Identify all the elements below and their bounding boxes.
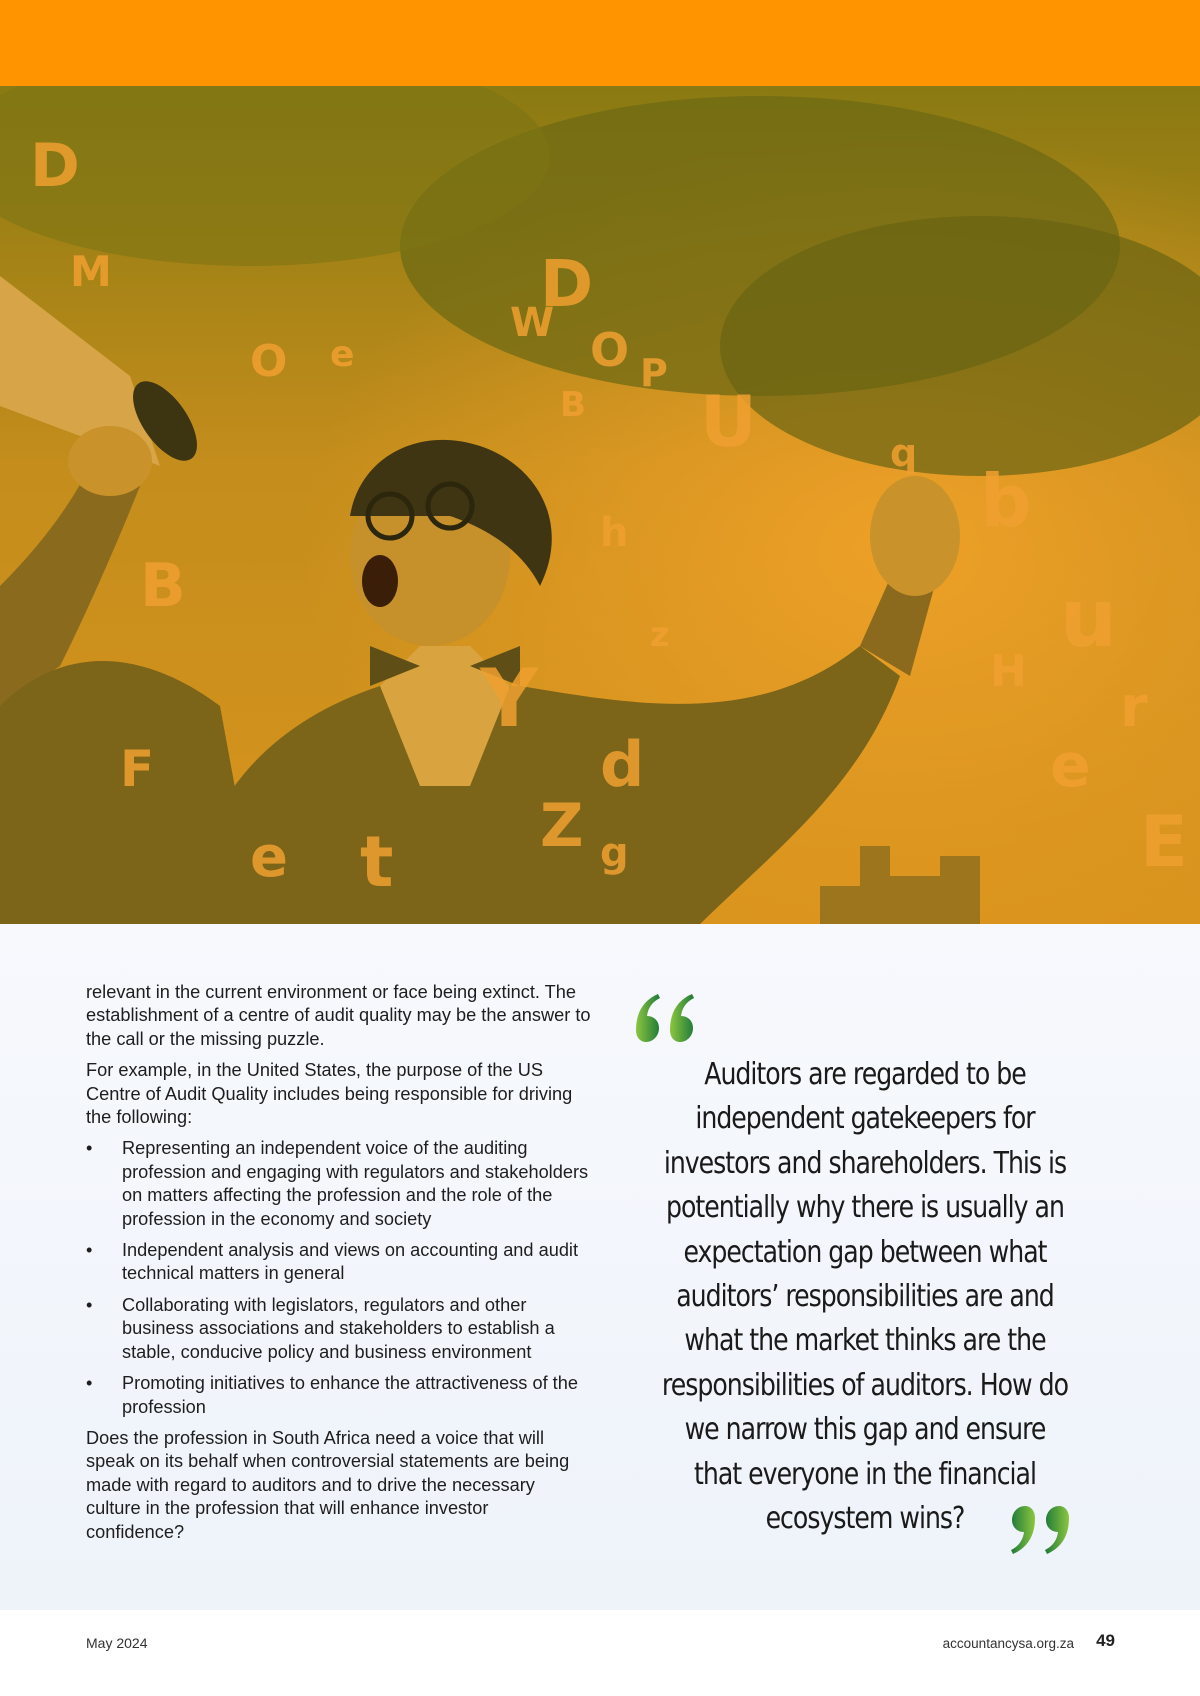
list-item-text: Representing an independent voice of the auditing profession and engaging with regulators and stakeholders on matters affecting the profession and the role of the profession in the economy and society (122, 1138, 589, 1229)
bullet-icon: • (86, 1294, 93, 1315)
svg-text:d: d (600, 728, 645, 801)
hero-illustration (0, 86, 1200, 924)
svg-text:D: D (30, 131, 80, 201)
svg-text:W: W (510, 300, 555, 346)
svg-text:u: u (1060, 572, 1117, 665)
pull-quote: Auditors are regarded to be independent gatekeepers for investors and shareholders. This is potentially why there is usually an expectation gap between what auditors’ responsibilities are and what the market thinks are the responsibilities of auditors. How do we narrow this gap and ensure that everyone in the financial ecosystem wins? (661, 1057, 1069, 1537)
list-item-text: Independent analysis and views on accounting and audit technical matters in general (122, 1240, 579, 1284)
list-item-text: Collaborating with legislators, regulators and other business associations and stakeholders to establish a stable, conducive policy and business environment (122, 1294, 555, 1362)
svg-text:e: e (250, 825, 288, 890)
svg-text:z: z (650, 615, 670, 655)
article-paragraph: relevant in the current environment or face being extinct. The establishment of a centre of audit quality may be the answer to the call or the missing puzzle. (86, 982, 591, 1049)
svg-text:H: H (990, 646, 1027, 697)
svg-text:P: P (640, 351, 668, 395)
svg-text:t: t (360, 821, 394, 903)
svg-text:E: E (1140, 801, 1188, 883)
svg-text:e: e (1050, 731, 1091, 801)
svg-text:B: B (560, 385, 586, 425)
svg-text:D: D (540, 248, 594, 322)
bullet-icon: • (86, 1138, 93, 1159)
list-item (86, 1294, 591, 1364)
footer-website: accountancysa.org.za (942, 1636, 1074, 1651)
top-color-band (0, 0, 1200, 86)
svg-text:M: M (70, 247, 112, 296)
article-paragraph: Does the profession in South Africa need a voice that will speak on its behalf when controversial statements are being made with regard to auditors and to drive the necessary culture in the profession that will enhance investor confidence? (86, 1427, 570, 1542)
svg-text:h: h (600, 510, 629, 556)
svg-text:Y: Y (480, 652, 538, 745)
svg-text:q: q (890, 431, 918, 475)
list-item (86, 1137, 591, 1231)
svg-text:g: g (600, 830, 629, 876)
svg-text:O: O (590, 323, 630, 377)
svg-text:b: b (980, 459, 1032, 543)
bullet-icon: • (86, 1240, 93, 1261)
hero-image (0, 86, 1200, 924)
svg-text:Z: Z (540, 791, 584, 861)
list-item (86, 1372, 591, 1419)
svg-text:F: F (120, 740, 155, 798)
bullet-icon: • (86, 1373, 93, 1394)
svg-text:O: O (250, 336, 288, 387)
page-number: 49 (1096, 1631, 1115, 1650)
article-column (86, 981, 591, 1552)
list-item (86, 1239, 591, 1286)
list-item-text: Promoting initiatives to enhance the attractiveness of the profession (122, 1373, 578, 1417)
svg-text:U: U (700, 381, 757, 463)
article-paragraph: For example, in the United States, the purpose of the US Centre of Audit Quality includes being responsible for driving the following: (86, 1060, 573, 1128)
svg-text:B: B (140, 551, 186, 621)
bullet-list (86, 1137, 591, 1418)
svg-text:r: r (1120, 675, 1148, 740)
open-quote-icon (632, 990, 702, 1046)
footer-date: May 2024 (86, 1635, 148, 1651)
svg-text:e: e (330, 334, 355, 375)
close-quote-icon (1003, 1502, 1073, 1558)
